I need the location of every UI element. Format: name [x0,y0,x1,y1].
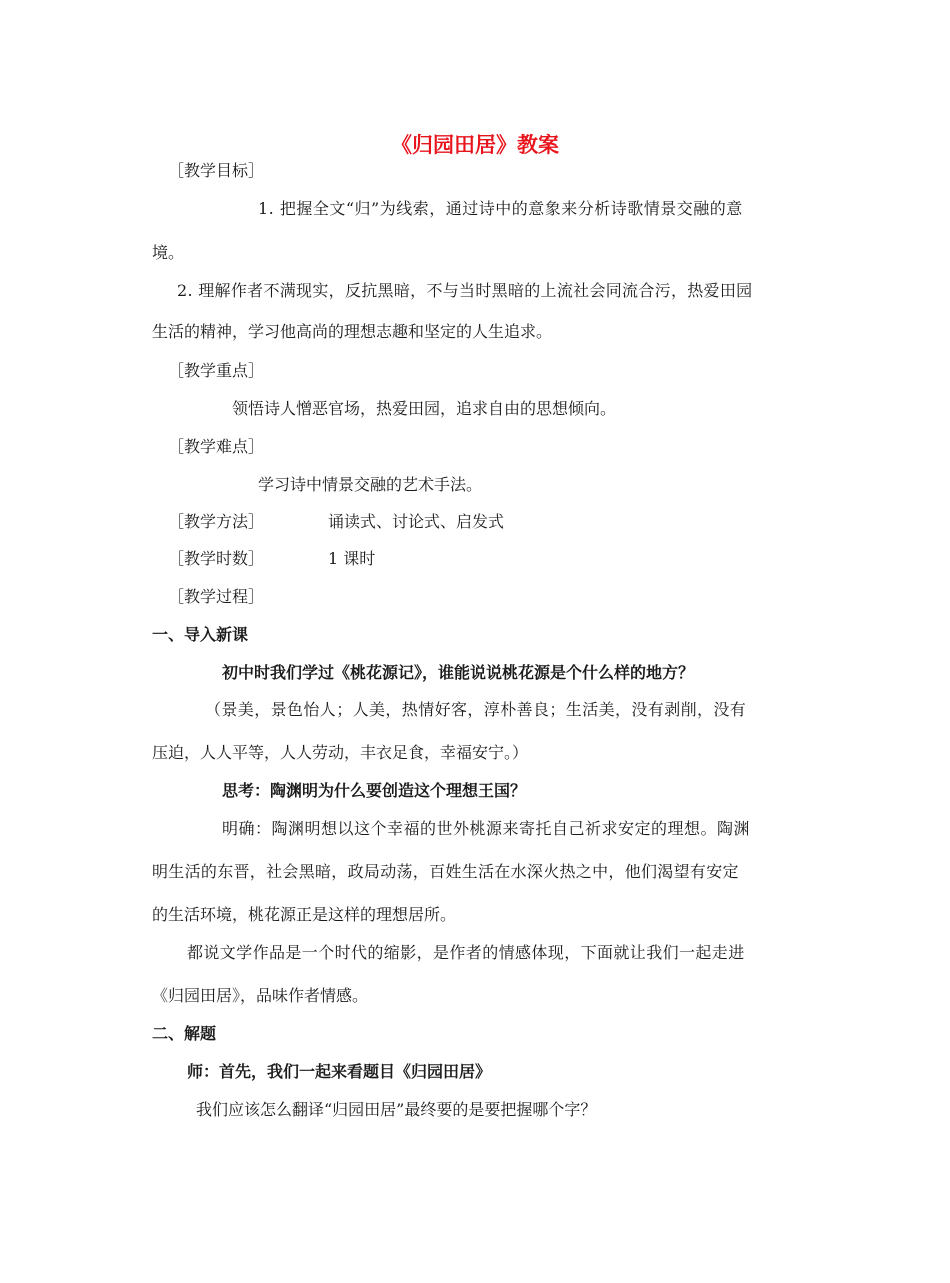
section-1-transition-line-2: 《归园田居》，品味作者情感。 [152,986,369,1005]
key-text: 领悟诗人憎恶官场，热爱田园，追求自由的思想倾向。 [232,399,617,418]
section-1-heading: 一、导入新课 [152,625,249,644]
section-1-clarify-line-2: 明生活的东晋，社会黑暗，政局动荡，百姓生活在水深火热之中，他们渴望有安定 [152,862,739,881]
method-text: 诵读式、讨论式、启发式 [328,512,505,531]
goal-2-line-1: 2. 理解作者不满现实，反抗黑暗，不与当时黑暗的上流社会同流合污，热爱田园 [177,281,753,300]
section-1-answer-line-2: 压迫，人人平等，人人劳动，丰衣足食，幸福安宁。） [152,743,529,762]
section-1-transition-line-1: 都说文学作品是一个时代的缩影，是作者的情感体现，下面就让我们一起走进 [187,943,745,962]
goal-heading: ［教学目标］ [168,161,265,180]
document-title: 《归园田居》教案 [391,133,559,157]
goal-1-line-1: 1. 把握全文“归”为线索，通过诗中的意象来分析诗歌情景交融的意 [258,199,743,218]
goal-1-line-2: 境。 [152,243,185,262]
section-2-heading: 二、解题 [152,1024,217,1043]
section-1-think: 思考：陶渊明为什么要创造这个理想王国？ [222,781,527,800]
difficulty-heading: ［教学难点］ [168,437,265,456]
goal-2-line-2: 生活的精神，学习他高尚的理想志趣和坚定的人生追求。 [152,322,553,341]
process-heading: ［教学过程］ [168,587,265,606]
difficulty-text: 学习诗中情景交融的艺术手法。 [258,475,483,494]
key-heading: ［教学重点］ [168,361,265,380]
section-2-teacher: 师：首先，我们一起来看题目《归园田居》 [187,1062,492,1081]
method-heading: ［教学方法］ [168,512,265,531]
hours-heading: ［教学时数］ [168,549,265,568]
section-1-answer-line-1: （景美，景色怡人；人美，热情好客，淳朴善良；生活美，没有剥削，没有 [205,700,747,719]
hours-text: 1 课时 [328,549,376,568]
section-1-clarify-line-1: 明确：陶渊明想以这个幸福的世外桃源来寄托自己祈求安定的理想。陶渊 [222,819,751,838]
section-1-clarify-line-3: 的生活环境，桃花源正是这样的理想居所。 [152,905,457,924]
section-2-question: 我们应该怎么翻译“归园田居”最终要的是要把握哪个字？ [196,1100,597,1119]
section-1-question: 初中时我们学过《桃花源记》，谁能说说桃花源是个什么样的地方？ [222,663,695,682]
